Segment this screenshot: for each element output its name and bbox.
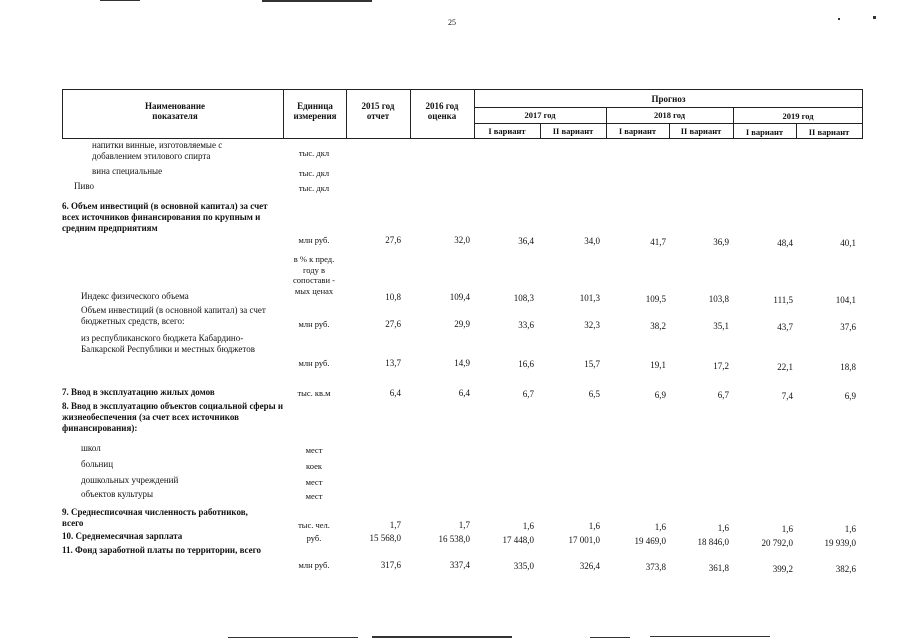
row-value: 27,6: [385, 235, 401, 245]
row-value: 382,6: [835, 564, 856, 574]
row-value: 18,8: [840, 362, 856, 372]
row-value: 10,8: [385, 292, 401, 302]
row-label: Пиво: [74, 181, 95, 191]
row-value: 109,5: [645, 294, 666, 304]
row-value: 1,6: [588, 521, 600, 531]
row-value: 15,7: [584, 359, 600, 369]
header-2017: 2017 год: [524, 110, 556, 120]
header-forecast: Прогноз: [651, 94, 686, 104]
row-value: 29,9: [454, 319, 470, 329]
row-label: Объем инвестиций (в основной капитал) за счет бюджетных средств, всего:: [81, 305, 266, 326]
row-value: 361,8: [708, 563, 729, 573]
header-2018-v2: II вариант: [680, 126, 722, 136]
row-value: 32,0: [454, 235, 470, 245]
row-label: 10. Среднемесячная зарплата: [62, 531, 183, 541]
header-2018-v1: I вариант: [618, 126, 657, 136]
row-value: 19 939,0: [824, 538, 856, 548]
row-value: 1,7: [389, 520, 401, 530]
row-value: 1,6: [781, 524, 793, 534]
row-value: 6,7: [522, 389, 534, 399]
row-value: 19 469,0: [634, 536, 666, 546]
row-value: 337,4: [449, 560, 470, 570]
row-label: напитки винные, изготовляемые с добавлением этилового спирта: [92, 140, 223, 161]
row-value: 6,5: [588, 389, 600, 399]
row-value: 6,9: [844, 391, 856, 401]
row-value: 36,4: [518, 236, 534, 246]
row-value: 111,5: [773, 295, 793, 305]
row-value: 16,6: [518, 359, 534, 369]
header-unit: Единица измерения: [293, 101, 337, 121]
header-2018: 2018 год: [653, 110, 686, 120]
row-label: 9. Среднесписочная численность работников, всего: [62, 507, 248, 528]
row-value: 27,6: [385, 319, 401, 329]
row-value: 38,2: [650, 321, 666, 331]
row-value: 20 792,0: [761, 538, 793, 548]
row-unit: руб.: [306, 533, 322, 543]
row-unit: тыс. дкл: [298, 168, 330, 178]
row-unit: тыс. дкл: [298, 183, 330, 193]
row-unit: коек: [306, 461, 322, 471]
row-unit: млн руб.: [298, 358, 330, 368]
row-unit: млн руб.: [298, 560, 330, 570]
row-unit: млн руб.: [298, 319, 330, 329]
row-label: школ: [81, 443, 101, 453]
row-value: 15 568,0: [369, 533, 401, 543]
header-2019-v2: II вариант: [808, 127, 850, 137]
row-value: 34,0: [584, 236, 600, 246]
row-label: из республиканского бюджета Кабардино-Балкарской Республики и местных бюджетов: [81, 333, 255, 354]
row-value: 101,3: [579, 293, 600, 303]
header-2019: 2019 год: [782, 111, 814, 121]
row-value: 35,1: [713, 321, 729, 331]
row-value: 19,1: [650, 360, 666, 370]
row-value: 108,3: [513, 293, 534, 303]
row-label: больниц: [81, 459, 114, 469]
row-value: 1,6: [654, 522, 666, 532]
row-value: 22,1: [777, 362, 793, 372]
row-value: 17,2: [713, 361, 729, 371]
row-value: 36,9: [713, 237, 729, 247]
row-label: 8. Ввод в эксплуатацию объектов социальной сферы и жизнеобеспечения (за счет всех источников финансирования):: [62, 401, 284, 433]
row-value: 335,0: [513, 561, 534, 571]
header-2015: 2015 год отчет: [361, 101, 395, 121]
row-label: 11. Фонд заработной платы по территории, всего: [62, 545, 262, 555]
row-value: 109,4: [449, 292, 470, 302]
row-value: 373,8: [645, 562, 666, 572]
header-2017-v2: II вариант: [552, 126, 594, 136]
row-value: 6,7: [717, 390, 729, 400]
row-value: 1,6: [522, 521, 534, 531]
header-2016: 2016 год оценка: [425, 101, 459, 121]
row-unit: в % к пред. году в сопостави - мых ценах: [293, 254, 335, 296]
row-label: Индекс физического объема: [81, 291, 189, 301]
row-unit: млн руб.: [298, 235, 330, 245]
row-value: 48,4: [777, 238, 793, 248]
header-name: Наименование показателя: [145, 101, 205, 121]
row-unit: тыс. кв.м: [297, 388, 331, 398]
row-label: вина специальные: [92, 166, 163, 176]
row-label: дошкольных учреждений: [81, 475, 179, 485]
row-value: 13,7: [385, 358, 401, 368]
row-value: 6,4: [389, 388, 401, 398]
row-value: 317,6: [380, 560, 401, 570]
row-unit: мест: [305, 445, 323, 455]
row-value: 1,7: [458, 520, 470, 530]
row-value: 16 538,0: [438, 534, 470, 544]
row-value: 7,4: [781, 391, 793, 401]
row-value: 32,3: [584, 320, 600, 330]
row-label: 7. Ввод в эксплуатацию жилых домов: [62, 387, 215, 397]
row-value: 14,9: [454, 358, 470, 368]
row-label: 6. Объем инвестиций (в основной капитал) за счет всех источников финансирования по крупным и средним предприятиям: [62, 201, 268, 233]
row-value: 6,4: [458, 388, 470, 398]
row-value: 43,7: [777, 322, 793, 332]
row-value: 17 448,0: [502, 535, 534, 545]
header-2019-v1: I вариант: [745, 127, 784, 137]
row-value: 33,6: [518, 320, 534, 330]
row-value: 326,4: [579, 561, 600, 571]
row-value: 6,9: [654, 390, 666, 400]
header-2017-v1: I вариант: [488, 126, 526, 136]
row-value: 103,8: [708, 294, 729, 304]
row-value: 399,2: [772, 564, 793, 574]
row-value: 40,1: [840, 238, 856, 248]
page-number: 25: [448, 18, 456, 27]
row-value: 37,6: [840, 322, 856, 332]
row-value: 1,6: [717, 523, 729, 533]
row-value: 1,6: [844, 524, 856, 534]
row-value: 17 001,0: [568, 535, 600, 545]
row-value: 104,1: [835, 295, 856, 305]
row-unit: тыс. дкл: [298, 148, 330, 158]
row-unit: мест: [305, 477, 323, 487]
row-unit: мест: [305, 491, 323, 501]
row-unit: тыс. чел.: [298, 520, 330, 530]
row-label: объектов культуры: [81, 489, 154, 499]
row-value: 41,7: [650, 237, 666, 247]
row-value: 18 846,0: [697, 537, 729, 547]
